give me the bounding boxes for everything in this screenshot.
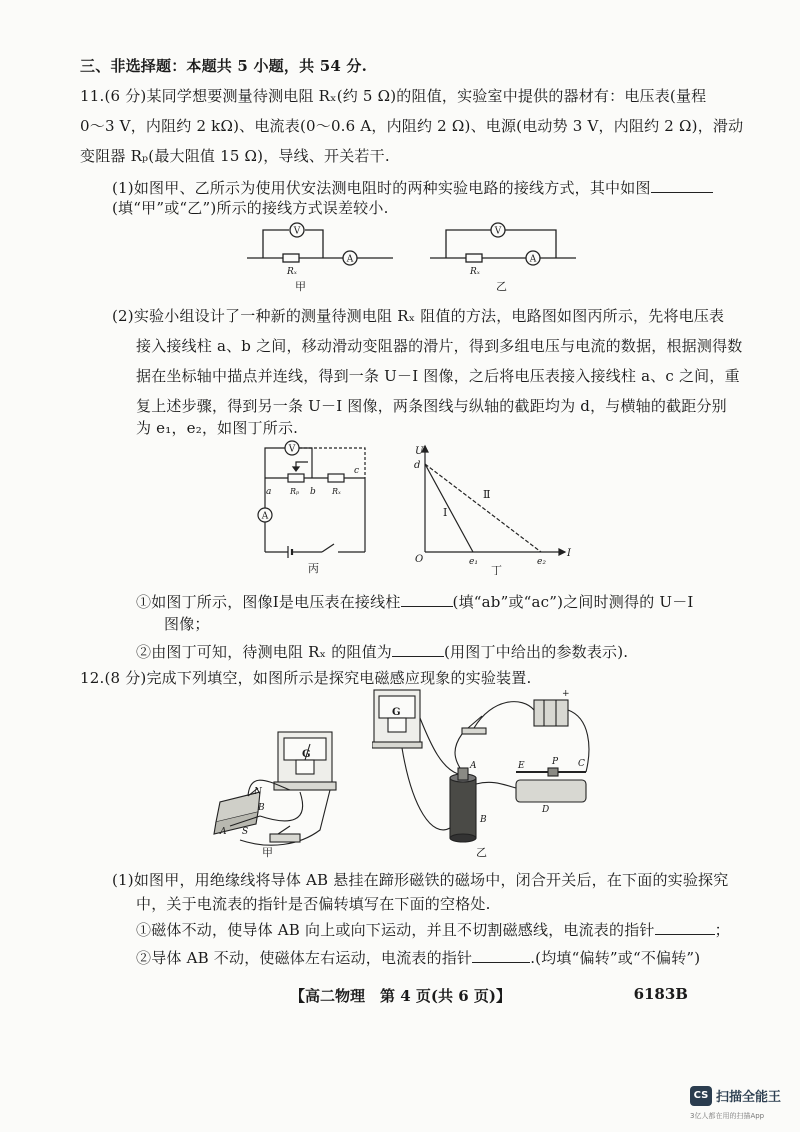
q11-part2-line-1: (2)实验小组设计了一种新的测量待测电阻 Rₓ 阻值的方法，电路图如图丙所示，先将电压表 — [112, 307, 725, 325]
figure-bing-label: 丙 — [308, 562, 319, 575]
q11-part1-text: (1)如图甲、乙所示为使用伏安法测电阻时的两种实验电路的接线方式，其中如图 — [112, 179, 651, 197]
q12-part1-line-2: 中，关于电流表的指针是否偏转填写在下面的空格处. — [136, 895, 491, 913]
paper-code: 6183B — [633, 985, 688, 1003]
voltmeter-label: V — [293, 226, 301, 237]
q11-part1-line-2: (填“甲”或“乙”)所示的接线方式误差较小. — [112, 199, 389, 217]
battery-plus-label: + — [562, 689, 570, 699]
e2-label: e₂ — [537, 557, 546, 567]
q11-sub1-answer-blank[interactable] — [401, 590, 453, 607]
label-b: B — [258, 803, 265, 813]
voltmeter-label: V — [288, 444, 296, 455]
figure-12-yi-label: 乙 — [476, 846, 487, 859]
figure-12-jia-apparatus — [200, 730, 360, 860]
q11-sub2-answer-blank[interactable] — [392, 640, 444, 657]
axis-u-label: U — [415, 446, 424, 457]
rheostat-label: Rₚ — [290, 487, 300, 496]
origin-label: O — [415, 554, 424, 565]
resistor-label: Rₓ — [287, 267, 297, 277]
q11-sub1-line-1: ①如图丁所示，图像Ⅰ是电压表在接线柱 (填“ab”或“ac”)之间时测得的 U－I — [136, 590, 694, 612]
figure-jia-label: 甲 — [295, 280, 306, 292]
q11-line-2: 0～3 V，内阻约 2 kΩ)、电流表(0～0.6 A，内阻约 2 Ω)、电源(电动势 3 V，内阻约 2 Ω)，滑动 — [80, 117, 744, 135]
q11-line-1: 11.(6 分)某同学想要测量待测电阻 Rₓ(约 5 Ω)的阻值，实验室中提供的器材有：电压表(量程 — [80, 87, 707, 105]
label-a: A — [470, 761, 477, 771]
q11-part2-line-3: 据在坐标轴中描点并连线，得到一条 U－I 图像，之后将电压表接入接线柱 a、c 之间，重 — [136, 367, 740, 385]
camscanner-logo: CS — [690, 1086, 712, 1106]
label-p: P — [552, 757, 559, 767]
q11-part2-line-4: 复上述步骤，得到另一条 U－I 图像，两条图线与纵轴的截距均为 d，与横轴的截距分别 — [136, 397, 727, 415]
label-a: A — [220, 827, 227, 837]
page-footer: 【高二物理 第 4 页(共 6 页)】 — [290, 987, 511, 1005]
graph-I-label: Ⅰ — [443, 506, 448, 519]
label-c: C — [578, 759, 585, 769]
graph-II-label: Ⅱ — [483, 488, 491, 501]
e1-label: e₁ — [469, 557, 478, 567]
node-c-label: c — [354, 466, 360, 476]
q12-part1-line-1: (1)如图甲，用绝缘线将导体 AB 悬挂在蹄形磁铁的磁场中，闭合开关后，在下面的实验探究 — [112, 871, 729, 889]
q12-line-1: 12.(8 分)完成下列填空，如图所示是探究电磁感应现象的实验装置. — [80, 669, 532, 687]
figure-jia-circuit — [245, 218, 395, 292]
figure-12-yi-apparatus — [372, 688, 602, 860]
label-n: N — [254, 787, 262, 797]
galvanometer-label: G — [302, 749, 311, 760]
ammeter-label: A — [261, 511, 269, 522]
q11-line-3: 变阻器 Rₚ(最大阻值 15 Ω)，导线、开关若干. — [80, 147, 390, 165]
q11-sub1-line-2: 图像； — [164, 615, 210, 633]
figure-ding-graph — [405, 440, 575, 575]
ammeter-label: A — [346, 254, 354, 265]
label-b: B — [480, 815, 487, 825]
node-b-label: b — [310, 487, 316, 497]
ammeter-label: A — [529, 254, 537, 265]
q11-part2-line-2: 接入接线柱 a、b 之间，移动滑动变阻器的滑片，得到多组电压与电流的数据，根据测得数 — [136, 337, 743, 355]
axis-i-label: I — [567, 548, 571, 559]
q12-part1-sub1: ①磁体不动，使导体 AB 向上或向下运动，并且不切割磁感线，电流表的指针 ； — [136, 918, 730, 940]
intercept-d-label: d — [414, 460, 421, 471]
q12-sub2-answer-blank[interactable] — [472, 946, 530, 963]
line-I — [425, 464, 473, 552]
q11-sub2-line: ②由图丁可知，待测电阻 Rₓ 的阻值为 (用图丁中给出的参数表示). — [136, 640, 628, 662]
q11-part1-answer-blank[interactable] — [651, 176, 713, 193]
resistor-label: Rₓ — [332, 487, 341, 496]
q12-part1-sub2: ②导体 AB 不动，使磁体左右运动，电流表的指针 .(均填“偏转”或“不偏转”) — [136, 946, 700, 968]
figure-yi-label: 乙 — [496, 280, 507, 292]
section-header: 三、非选择题：本题共 5 小题，共 54 分. — [80, 57, 368, 75]
camscanner-tagline: 3亿人都在用的扫描App — [690, 1112, 765, 1120]
q11-part1-line-1 — [112, 176, 713, 198]
figure-ding-label: 丁 — [491, 564, 502, 575]
figure-12-jia-label: 甲 — [262, 846, 273, 859]
q12-sub1-answer-blank[interactable] — [655, 918, 715, 935]
voltmeter-label: V — [494, 226, 502, 237]
label-s: S — [242, 827, 249, 837]
figure-bing-circuit — [250, 440, 380, 575]
galvanometer-label: G — [392, 707, 401, 718]
label-e: E — [518, 761, 525, 771]
node-a-label: a — [266, 487, 272, 497]
figure-yi-circuit — [428, 218, 578, 292]
resistor-label: Rₓ — [470, 267, 480, 277]
q11-part2-line-5: 为 e₁，e₂，如图丁所示. — [136, 419, 299, 437]
label-d: D — [542, 805, 550, 815]
camscanner-name: 扫描全能王 — [716, 1090, 782, 1105]
